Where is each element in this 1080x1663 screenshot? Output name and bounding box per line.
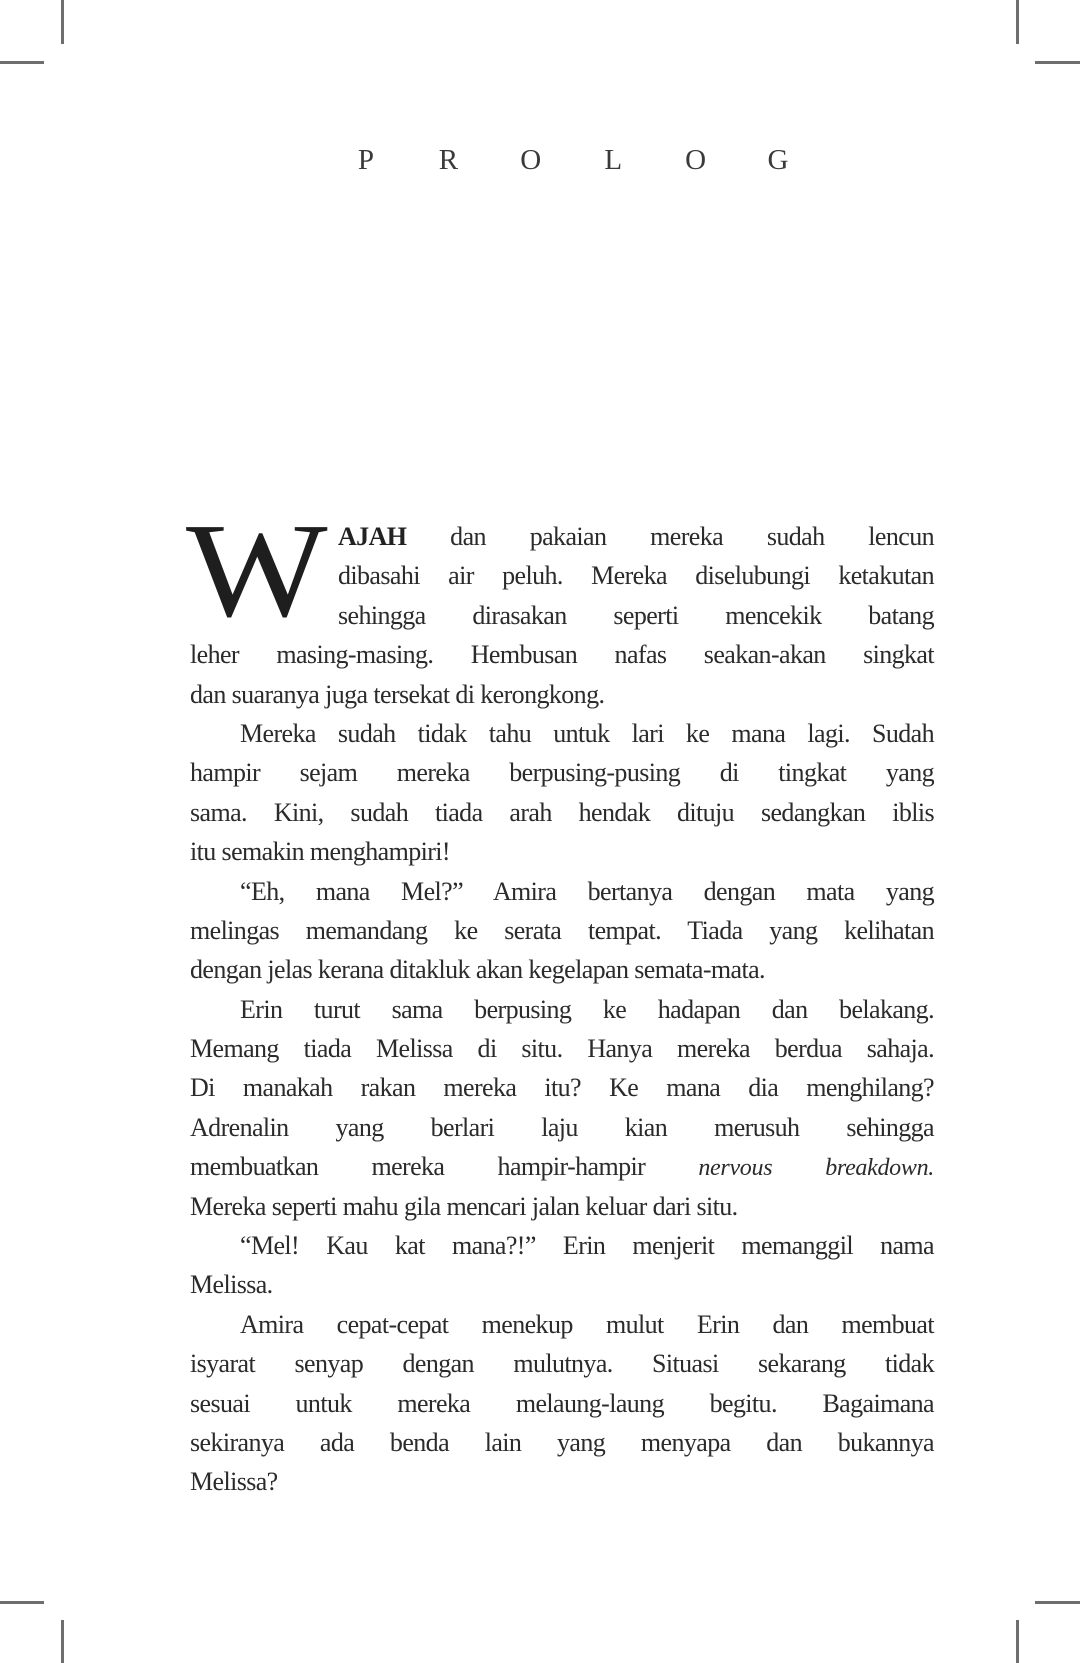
text-line: Adrenalin yang berlari laju kian merusuh sehingga: [190, 1112, 934, 1142]
text-line: Melissa?: [190, 1467, 278, 1497]
text-line: Mereka seperti mahu gila mencari jalan keluar dari situ.: [190, 1191, 738, 1221]
title-letter: O: [685, 143, 707, 176]
text-line: Mereka sudah tidak tahu untuk lari ke mana lagi. Sudah: [240, 718, 934, 748]
text-line: Memang tiada Melissa di situ. Hanya mereka berdua sahaja.: [190, 1034, 934, 1064]
title-letter: O: [520, 143, 542, 176]
text-line: itu semakin menghampiri!: [190, 837, 450, 867]
text-line: dengan jelas kerana ditakluk akan kegelapan semata-mata.: [190, 955, 765, 985]
text-line: Erin turut sama berpusing ke hadapan dan belakang.: [240, 994, 934, 1024]
crop-mark-bottom-right-horizontal: [1035, 1601, 1080, 1604]
drop-cap: W: [186, 495, 324, 646]
crop-mark-top-left-horizontal: [0, 61, 44, 64]
body-text: [190, 517, 934, 1502]
text-line: melingas memandang ke serata tempat. Tiada yang kelihatan: [190, 915, 934, 945]
text-line: sesuai untuk mereka melaung-laung begitu. Bagaimana: [190, 1388, 934, 1418]
crop-mark-top-right-horizontal: [1035, 61, 1080, 64]
text-line: [190, 1147, 934, 1186]
text-line: [190, 517, 934, 556]
text-line: isyarat senyap dengan mulutnya. Situasi sekarang tidak: [190, 1349, 934, 1379]
crop-mark-bottom-right-vertical: [1016, 1620, 1019, 1663]
text-line: Melissa.: [190, 1270, 273, 1300]
title-letter: L: [604, 143, 623, 176]
text-line: dibasahi air peluh. Mereka diselubungi ketakutan: [338, 561, 934, 591]
text-line: sama. Kini, sudah tiada arah hendak dituju sedangkan iblis: [190, 797, 934, 827]
text-line: Amira cepat-cepat menekup mulut Erin dan membuat: [240, 1309, 934, 1339]
line-text: dan pakaian mereka sudah lencun: [406, 522, 934, 551]
text-line: sekiranya ada benda lain yang menyapa dan bukannya: [190, 1427, 934, 1457]
title-letter: P: [357, 143, 375, 176]
text-line: leher masing-masing. Hembusan nafas seakan-akan singkat: [190, 640, 934, 670]
crop-mark-top-left-vertical: [61, 0, 64, 44]
italic-phrase: nervous breakdown.: [698, 1155, 934, 1182]
title-letter: G: [767, 143, 789, 176]
text-line: sehingga dirasakan seperti mencekik batang: [338, 600, 934, 630]
text-line: Di manakah rakan mereka itu? Ke mana dia menghilang?: [190, 1073, 934, 1103]
crop-mark-top-right-vertical: [1016, 0, 1019, 44]
text-line: “Eh, mana Mel?” Amira bertanya dengan mata yang: [240, 876, 934, 906]
crop-mark-bottom-left-vertical: [61, 1620, 64, 1663]
title-letter: R: [438, 143, 459, 176]
crop-mark-bottom-left-horizontal: [0, 1601, 44, 1604]
text-line: “Mel! Kau kat mana?!” Erin menjerit memanggil nama: [240, 1231, 934, 1261]
chapter-title: [352, 140, 792, 180]
lead-word: AJAH: [338, 522, 407, 551]
text-line: dan suaranya juga tersekat di kerongkong.: [190, 679, 605, 709]
text-line: hampir sejam mereka berpusing-pusing di tingkat yang: [190, 758, 934, 788]
line-text: membuatkan mereka hampir-hampir: [190, 1152, 699, 1182]
